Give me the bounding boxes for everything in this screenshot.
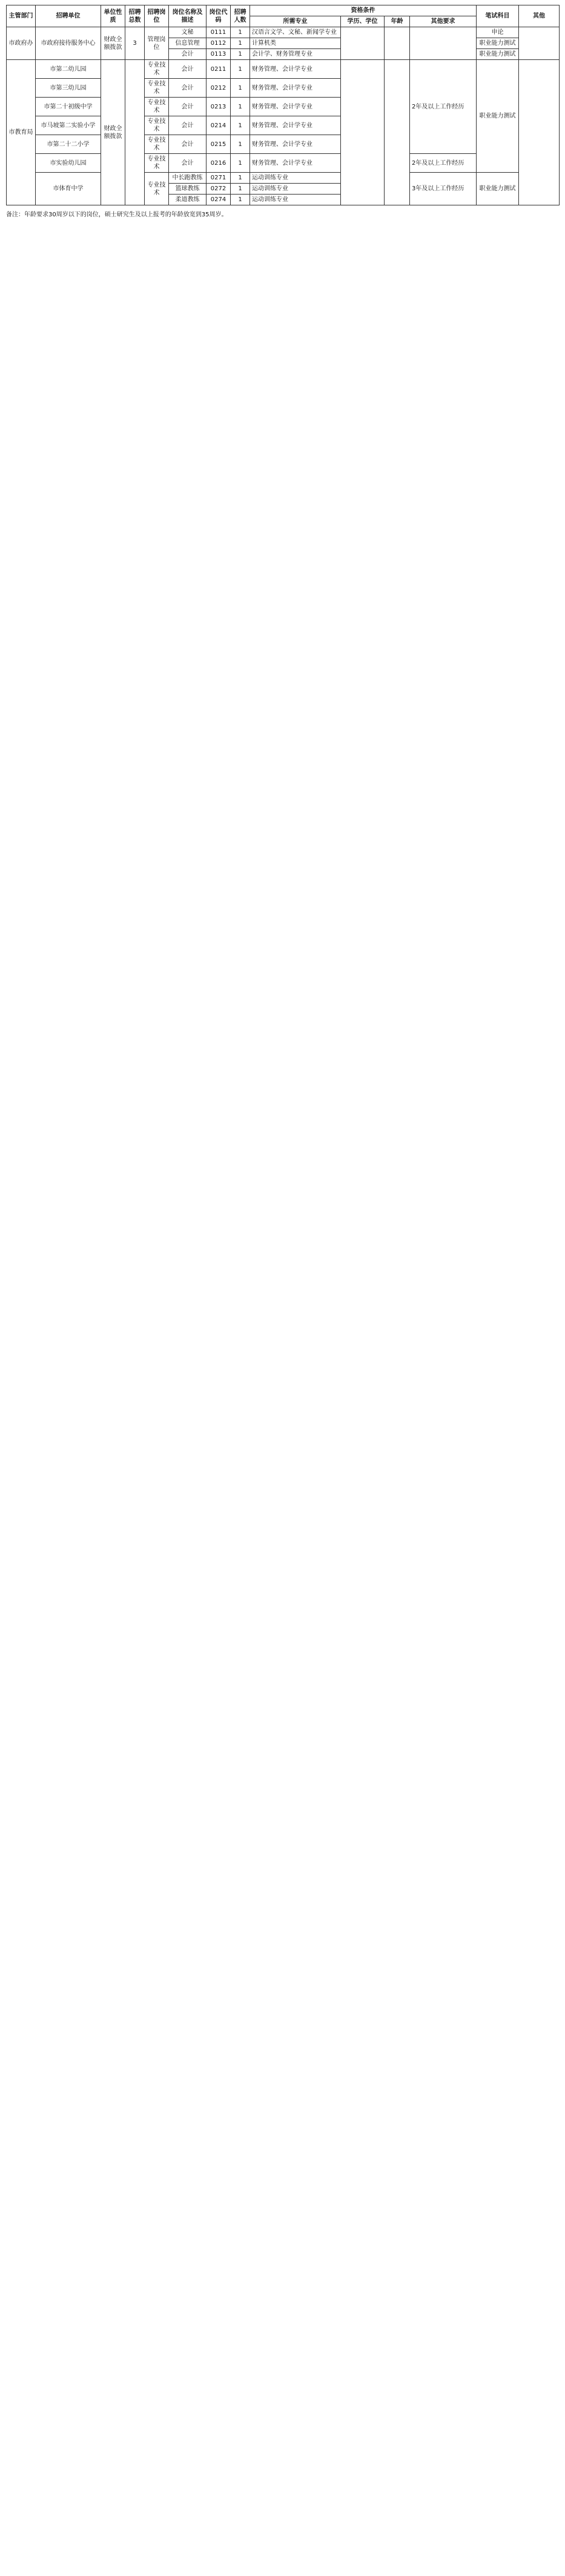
post-kind-cell: 专业技术	[145, 154, 169, 173]
code-cell: 0112	[207, 38, 231, 49]
other-req-cell: 2年及以上工作经历	[410, 154, 477, 173]
recruitment-table	[6, 5, 560, 205]
degree-cell	[341, 27, 385, 60]
header-degree: 学历、学位	[341, 16, 385, 27]
count-cell: 1	[231, 116, 250, 135]
age-cell	[385, 27, 410, 60]
unit-cell: 市第二幼儿园	[36, 60, 101, 79]
exam-cell: 职业能力测试	[477, 49, 519, 60]
post-name-cell: 会计	[169, 79, 207, 98]
nature-cell: 财政全额拨款	[101, 27, 125, 60]
unit-cell: 市第二十初级中学	[36, 98, 101, 116]
other-req-cell	[410, 27, 477, 60]
post-name-cell: 会计	[169, 60, 207, 79]
major-cell: 运动训练专业	[250, 195, 341, 205]
footnote: 备注：年龄要求30周岁以下的岗位，硕士研究生及以上报考的年龄放宽到35周岁。	[6, 211, 228, 218]
total-cell: 3	[125, 27, 145, 60]
code-cell: 0216	[207, 154, 231, 173]
header-other: 其他	[519, 5, 560, 27]
count-cell: 1	[231, 154, 250, 173]
post-name-cell: 会计	[169, 116, 207, 135]
header-post-name: 岗位名称及描述	[169, 5, 207, 27]
unit-cell: 市体育中学	[36, 173, 101, 205]
header-exam: 笔试科目	[477, 5, 519, 27]
count-cell: 1	[231, 49, 250, 60]
exam-cell: 职业能力测试	[477, 60, 519, 173]
post-kind-cell: 专业技术	[145, 79, 169, 98]
major-cell: 财务管理、会计学专业	[250, 135, 341, 154]
header-total: 招聘总数	[125, 5, 145, 27]
post-name-cell: 信息管理	[169, 38, 207, 49]
count-cell: 1	[231, 79, 250, 98]
count-cell: 1	[231, 27, 250, 38]
nature-cell: 财政全额拨款	[101, 60, 125, 205]
code-cell: 0271	[207, 173, 231, 184]
major-cell: 财务管理、会计学专业	[250, 154, 341, 173]
post-name-cell: 中长跑教练	[169, 173, 207, 184]
code-cell: 0214	[207, 116, 231, 135]
post-name-cell: 柔道教练	[169, 195, 207, 205]
degree-cell	[341, 60, 385, 205]
post-name-cell: 会计	[169, 154, 207, 173]
total-cell	[125, 60, 145, 205]
exam-cell: 申论	[477, 27, 519, 38]
post-name-cell: 文秘	[169, 27, 207, 38]
major-cell: 财务管理、会计学专业	[250, 60, 341, 79]
age-cell	[385, 60, 410, 205]
header-post-kind: 招聘岗位	[145, 5, 169, 27]
count-cell: 1	[231, 184, 250, 195]
code-cell: 0215	[207, 135, 231, 154]
other-cell	[519, 27, 560, 60]
code-cell: 0113	[207, 49, 231, 60]
table-row	[7, 173, 560, 184]
major-cell: 会计学、财务管理专业	[250, 49, 341, 60]
count-cell: 1	[231, 173, 250, 184]
exam-cell: 职业能力测试	[477, 38, 519, 49]
post-kind-cell: 专业技术	[145, 116, 169, 135]
code-cell: 0272	[207, 184, 231, 195]
major-cell: 财务管理、会计学专业	[250, 98, 341, 116]
header-code: 岗位代码	[207, 5, 231, 27]
document-page	[0, 0, 565, 223]
post-kind-cell: 专业技术	[145, 60, 169, 79]
major-cell: 运动训练专业	[250, 184, 341, 195]
header-qualification: 资格条件	[250, 5, 477, 16]
major-cell: 财务管理、会计学专业	[250, 79, 341, 98]
header-other-req: 其他要求	[410, 16, 477, 27]
dept-cell: 市政府办	[7, 27, 36, 60]
major-cell: 财务管理、会计学专业	[250, 116, 341, 135]
code-cell: 0213	[207, 98, 231, 116]
table-row	[7, 60, 560, 79]
unit-cell: 市马坡第二实验小学	[36, 116, 101, 135]
header-count: 招聘人数	[231, 5, 250, 27]
table-row	[7, 27, 560, 38]
other-req-cell: 3年及以上工作经历	[410, 173, 477, 205]
major-cell: 汉语言文学、文秘、新闻学专业	[250, 27, 341, 38]
code-cell: 0211	[207, 60, 231, 79]
post-kind-cell: 专业技术	[145, 98, 169, 116]
post-kind-cell: 专业技术	[145, 135, 169, 154]
header-major: 所需专业	[250, 16, 341, 27]
post-name-cell: 会计	[169, 49, 207, 60]
unit-cell: 市第三幼儿园	[36, 79, 101, 98]
dept-cell: 市教育局	[7, 60, 36, 205]
post-kind-cell: 专业技术	[145, 173, 169, 205]
major-cell: 运动训练专业	[250, 173, 341, 184]
count-cell: 1	[231, 195, 250, 205]
count-cell: 1	[231, 135, 250, 154]
post-name-cell: 篮球教练	[169, 184, 207, 195]
code-cell: 0111	[207, 27, 231, 38]
post-name-cell: 会计	[169, 135, 207, 154]
header-nature: 单位性质	[101, 5, 125, 27]
major-cell: 计算机类	[250, 38, 341, 49]
post-name-cell: 会计	[169, 98, 207, 116]
header-dept: 主管部门	[7, 5, 36, 27]
unit-cell: 市第二十二小学	[36, 135, 101, 154]
other-cell	[519, 60, 560, 205]
count-cell: 1	[231, 98, 250, 116]
count-cell: 1	[231, 60, 250, 79]
exam-cell: 职业能力测试	[477, 173, 519, 205]
code-cell: 0274	[207, 195, 231, 205]
code-cell: 0212	[207, 79, 231, 98]
unit-cell: 市实验幼儿园	[36, 154, 101, 173]
unit-cell: 市政府接待服务中心	[36, 27, 101, 60]
header-unit: 招聘单位	[36, 5, 101, 27]
other-req-cell: 2年及以上工作经历	[410, 60, 477, 154]
header-age: 年龄	[385, 16, 410, 27]
post-kind-cell: 管理岗位	[145, 27, 169, 60]
count-cell: 1	[231, 38, 250, 49]
